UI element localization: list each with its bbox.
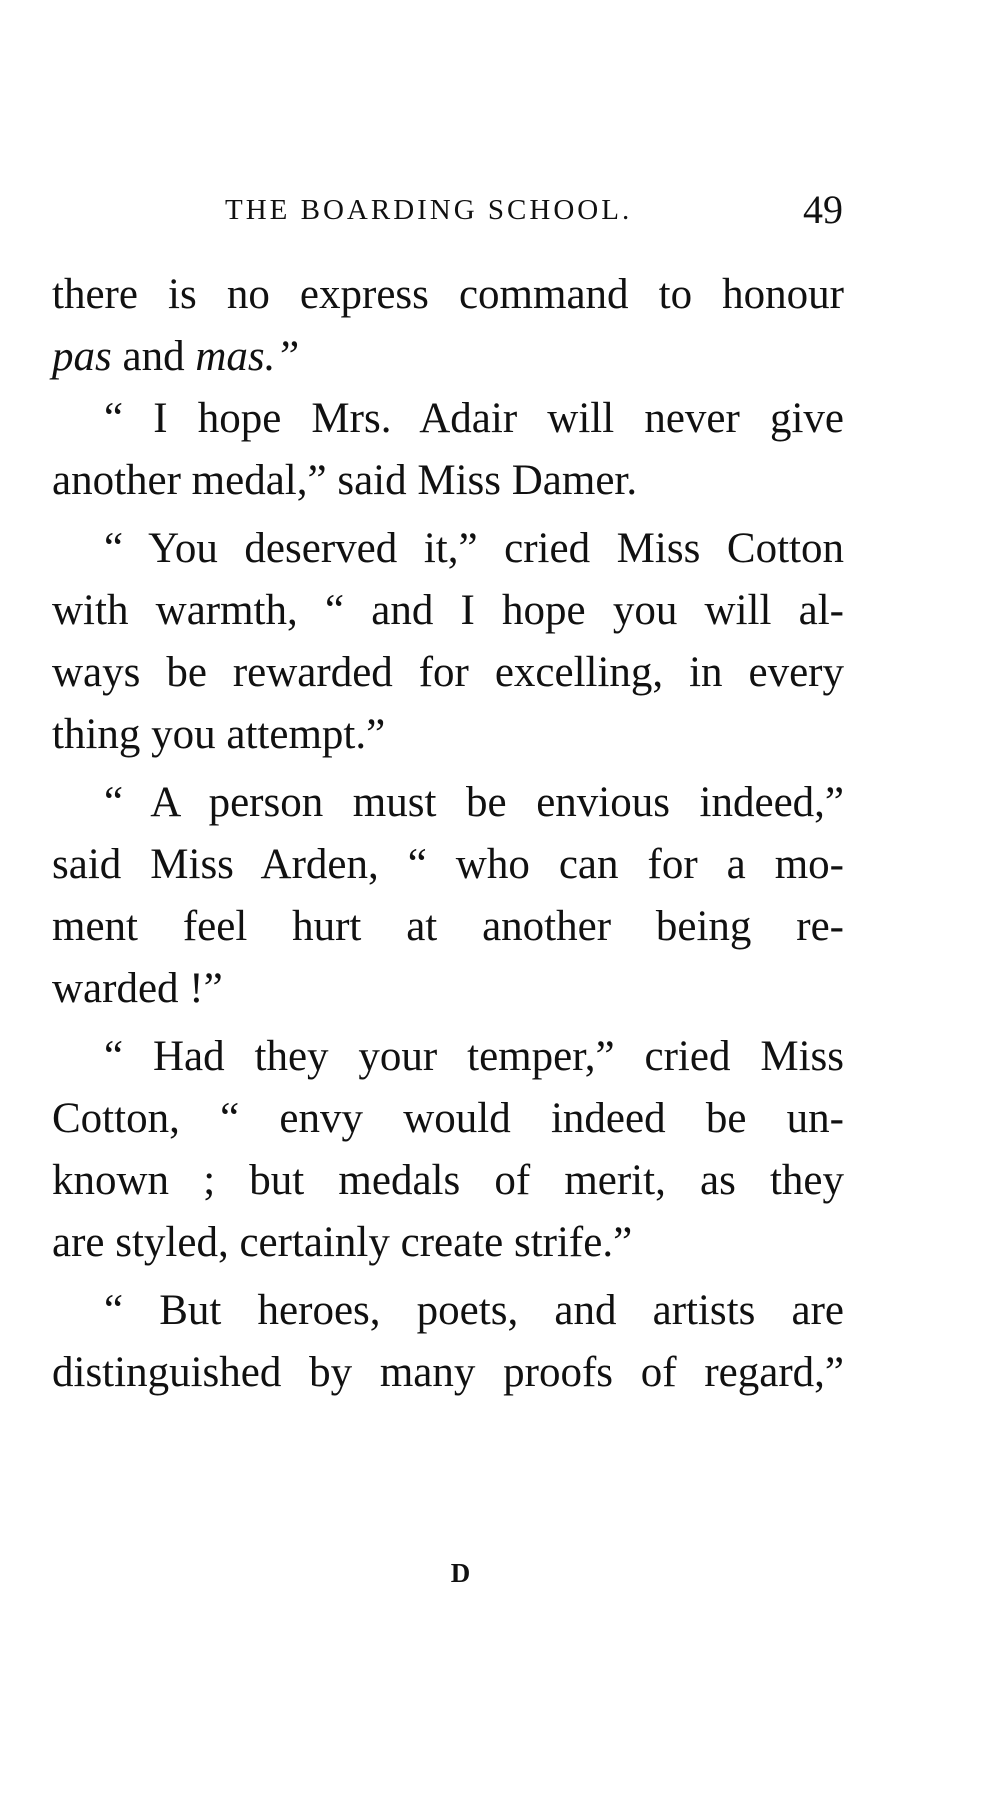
text-line: “ You deserved it,” cried Miss Cotton <box>104 525 844 572</box>
running-head <box>225 186 843 246</box>
text-line: another medal,” said Miss Damer. <box>52 457 638 504</box>
italic-word: pas <box>52 333 112 380</box>
text-line: there is no express command to honour <box>52 271 844 318</box>
italic-word: mas.” <box>195 333 300 380</box>
text-line: thing you attempt.” <box>52 711 386 758</box>
text-fragment: and <box>122 333 185 380</box>
running-title: THE BOARDING SCHOOL. <box>225 194 633 226</box>
signature-mark <box>0 1558 1000 1589</box>
text-line: ways be rewarded for excelling, in every <box>52 649 844 696</box>
text-line: “ But heroes, poets, and artists are <box>104 1287 844 1334</box>
text-line: known ; but medals of merit, as they <box>52 1157 844 1204</box>
text-line: warded !” <box>52 965 223 1012</box>
text-line: distinguished by many proofs of regard,” <box>52 1349 844 1396</box>
text-line: “ Had they your temper,” cried Miss <box>104 1033 844 1080</box>
text-line: “ I hope Mrs. Adair will never give <box>104 395 844 442</box>
page-number: 49 <box>803 187 843 232</box>
text-line: Cotton, “ envy would indeed be un- <box>52 1095 844 1142</box>
text-line <box>52 332 844 382</box>
text-line: ment feel hurt at another being re- <box>52 903 844 950</box>
text-line: said Miss Arden, “ who can for a mo- <box>52 841 844 888</box>
text-line: are styled, certainly create strife.” <box>52 1219 633 1266</box>
signature-letter: D <box>450 1558 472 1588</box>
text-line: with warmth, “ and I hope you will al- <box>52 587 844 634</box>
text-line: “ A person must be envious indeed,” <box>104 779 844 826</box>
